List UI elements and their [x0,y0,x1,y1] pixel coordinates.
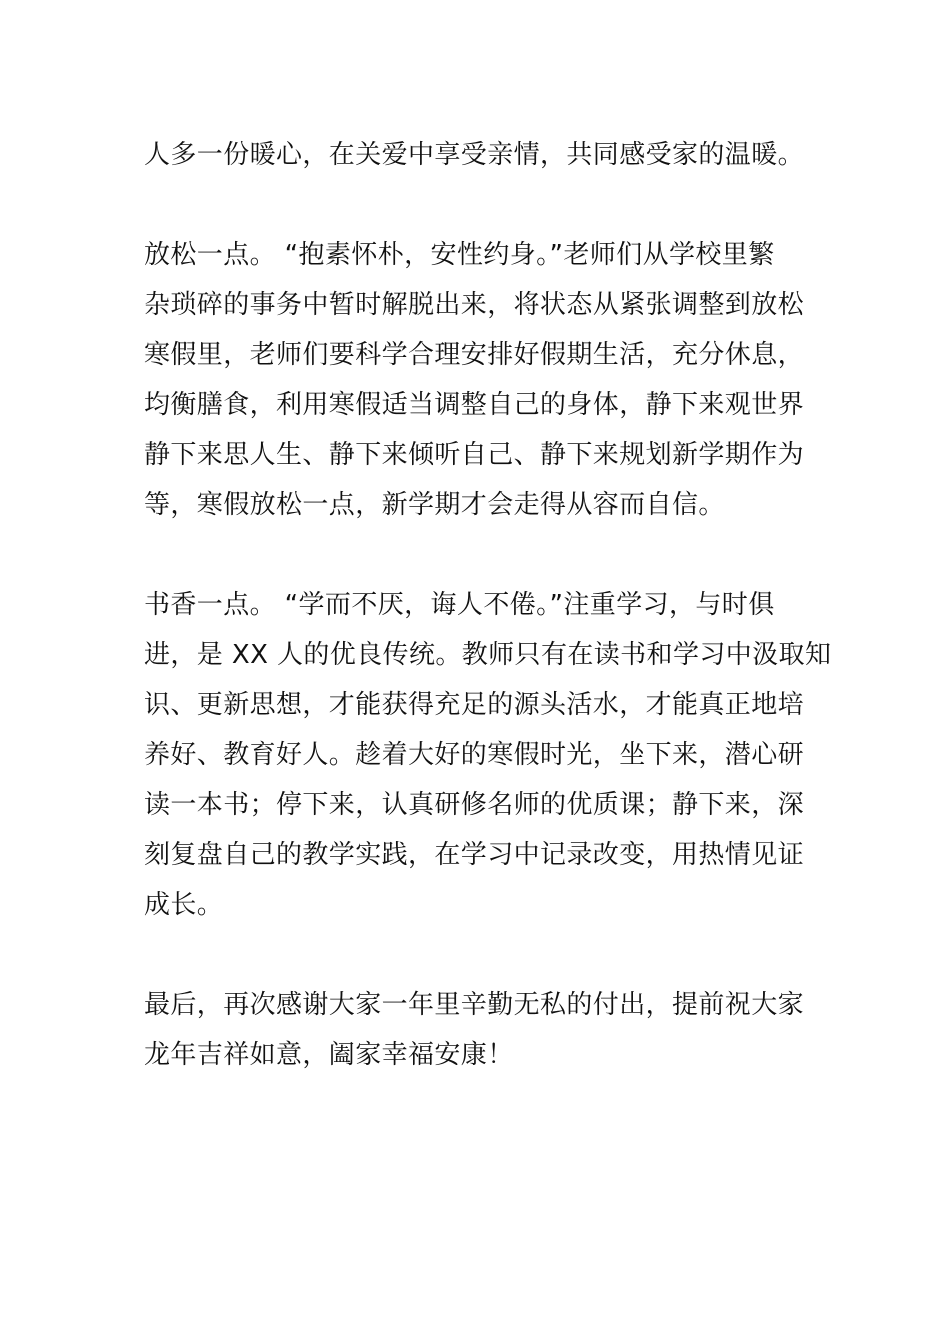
text-line: 读一本书；停下来，认真研修名师的优质课；静下来，深 [144,790,805,820]
text-line: 等，寒假放松一点，新学期才会走得从容而自信。 [144,490,725,520]
paragraph-closing-family [144,130,810,180]
paragraph-relax [144,230,810,530]
text-line: 静下来思人生、静下来倾听自己、静下来规划新学期作为 [144,440,805,470]
text-line: 杂琐碎的事务中暂时解脱出来，将状态从紧张调整到放松 [144,290,805,320]
paragraph-spacer [144,930,810,980]
paragraph-reading [144,580,832,930]
paragraph-spacer [144,180,810,230]
paragraph-spacer [144,530,810,580]
text-line: 人多一份暖心，在关爱中享受亲情，共同感受家的温暖。 [144,140,805,170]
text-line: 寒假里，老师们要科学合理安排好假期生活，充分休息， [144,340,805,370]
text-line: 进，是 XX 人的优良传统。教师只有在读书和学习中汲取知 [144,640,832,670]
paragraph-final-wishes [144,980,810,1080]
document-body [144,130,832,1080]
text-line: 识、更新思想，才能获得充足的源头活水，才能真正地培 [144,690,805,720]
text-line: 书香一点。 “学而不厌，诲人不倦。”注重学习，与时俱 [144,590,775,620]
text-line: 养好、教育好人。趁着大好的寒假时光，坐下来，潜心研 [144,740,805,770]
text-line: 成长。 [144,890,224,920]
text-line: 龙年吉祥如意，阖家幸福安康！ [144,1040,514,1070]
text-line: 放松一点。 “抱素怀朴，安性约身。”老师们从学校里繁 [144,240,775,270]
text-line: 刻复盘自己的教学实践，在学习中记录改变，用热情见证 [144,840,805,870]
text-line: 最后，再次感谢大家一年里辛勤无私的付出，提前祝大家 [144,990,805,1020]
text-line: 均衡膳食，利用寒假适当调整自己的身体，静下来观世界 [144,390,805,420]
